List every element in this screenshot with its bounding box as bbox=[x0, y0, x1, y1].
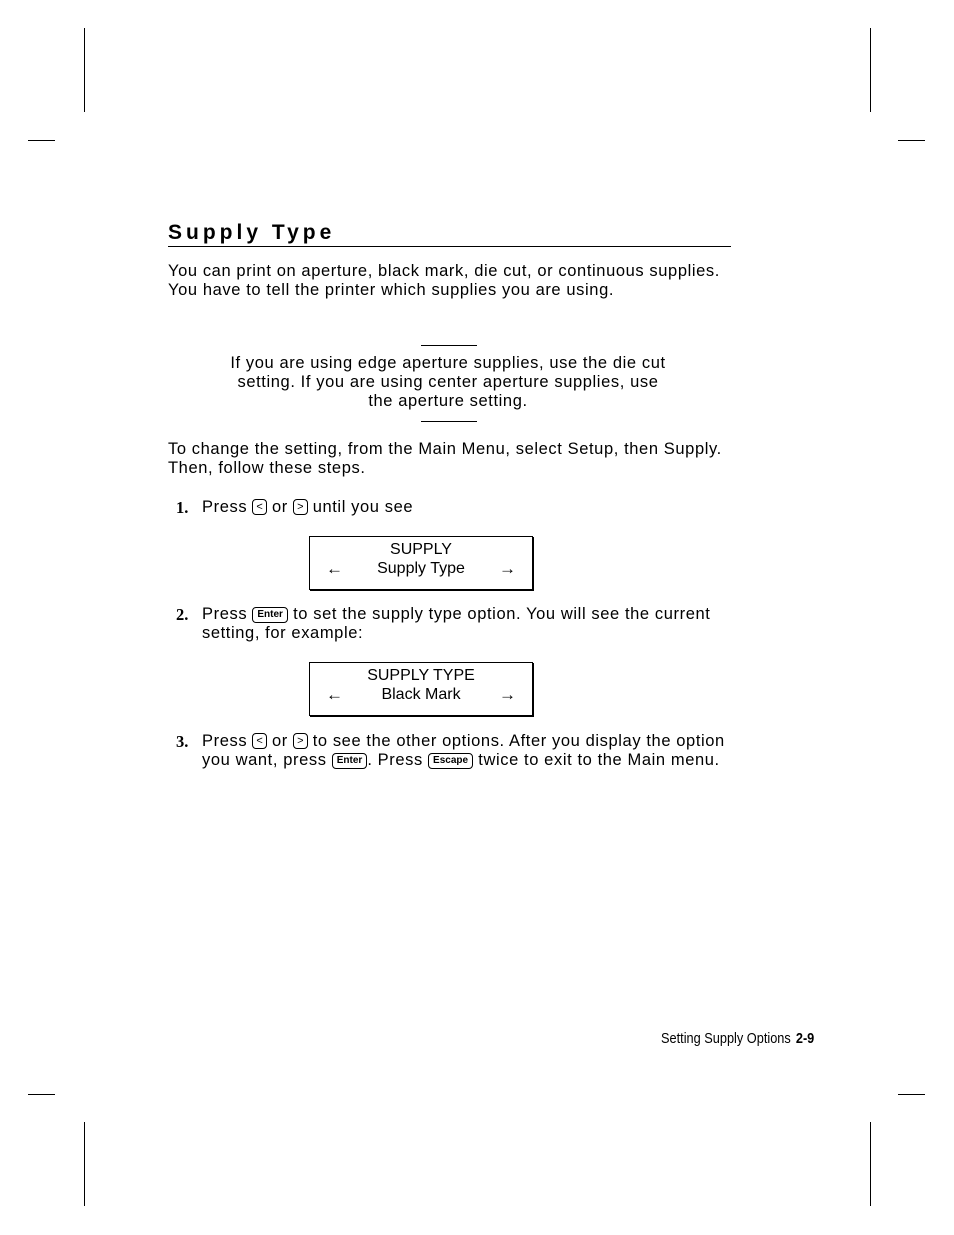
instruction-paragraph: To change the setting, from the Main Menu, select Setup, then Supply. Then, follow these steps. bbox=[168, 440, 722, 477]
right-arrow-icon: → bbox=[499, 559, 516, 578]
step-text bbox=[202, 732, 732, 770]
section-title: Supply Type bbox=[168, 221, 336, 244]
lcd-line-2: Black Mark bbox=[381, 686, 461, 703]
lcd-line-1: SUPPLY bbox=[390, 541, 452, 558]
crop-mark bbox=[870, 1122, 871, 1206]
enter-key-icon: Enter bbox=[332, 753, 368, 769]
step-number: 3. bbox=[176, 732, 189, 751]
lcd-line-1: SUPPLY TYPE bbox=[367, 667, 475, 684]
crop-mark bbox=[28, 1094, 55, 1095]
intro-paragraph: You can print on aperture, black mark, die cut, or continuous supplies. You have to tell the printer which supplies you are using. bbox=[168, 262, 720, 299]
step-text-part: or bbox=[272, 498, 288, 516]
crop-mark bbox=[898, 140, 925, 141]
step-number: 2. bbox=[176, 605, 189, 624]
escape-key-icon: Escape bbox=[428, 753, 473, 769]
left-arrow-icon: ← bbox=[326, 685, 343, 704]
page-number: 2-9 bbox=[795, 1030, 814, 1047]
page-footer bbox=[661, 1030, 814, 1047]
step-number: 1. bbox=[176, 498, 189, 517]
right-arrow-key-icon: > bbox=[293, 733, 307, 749]
step-text-part: . Press bbox=[367, 751, 423, 769]
step-text-part: twice to exit to the Main menu. bbox=[478, 751, 720, 769]
left-arrow-icon: ← bbox=[326, 559, 343, 578]
section-heading bbox=[168, 219, 731, 247]
lcd-display-supply-type bbox=[309, 662, 533, 716]
step-text-part: or bbox=[272, 732, 288, 750]
step-text-part: Press bbox=[202, 498, 248, 516]
crop-mark bbox=[84, 1122, 85, 1206]
step-text-part: to see the other options. After you display the option you want, press bbox=[202, 732, 725, 769]
footer-section-title: Setting Supply Options bbox=[660, 1030, 791, 1047]
note-text: If you are using edge aperture supplies, use the die cut setting. If you are using center aperture supplies, use the aperture setting. bbox=[230, 354, 666, 410]
lcd-display-supply bbox=[309, 536, 533, 590]
step-text-part: Press bbox=[202, 732, 248, 750]
step-text-part: to set the supply type option. You will see the current setting, for example: bbox=[202, 605, 711, 642]
left-arrow-key-icon: < bbox=[252, 499, 266, 515]
step-text bbox=[202, 498, 732, 517]
step-text bbox=[202, 605, 732, 643]
crop-mark bbox=[870, 28, 871, 112]
step-text-part: until you see bbox=[312, 498, 414, 516]
left-arrow-key-icon: < bbox=[252, 733, 266, 749]
right-arrow-icon: → bbox=[499, 685, 516, 704]
crop-mark bbox=[28, 140, 55, 141]
enter-key-icon: Enter bbox=[252, 607, 288, 623]
note-rule-top bbox=[421, 345, 477, 346]
note-rule-bottom bbox=[421, 421, 477, 422]
lcd-line-2: Supply Type bbox=[377, 560, 465, 577]
crop-mark bbox=[84, 28, 85, 112]
step-text-part: Press bbox=[202, 605, 248, 623]
right-arrow-key-icon: > bbox=[293, 499, 307, 515]
crop-mark bbox=[898, 1094, 925, 1095]
